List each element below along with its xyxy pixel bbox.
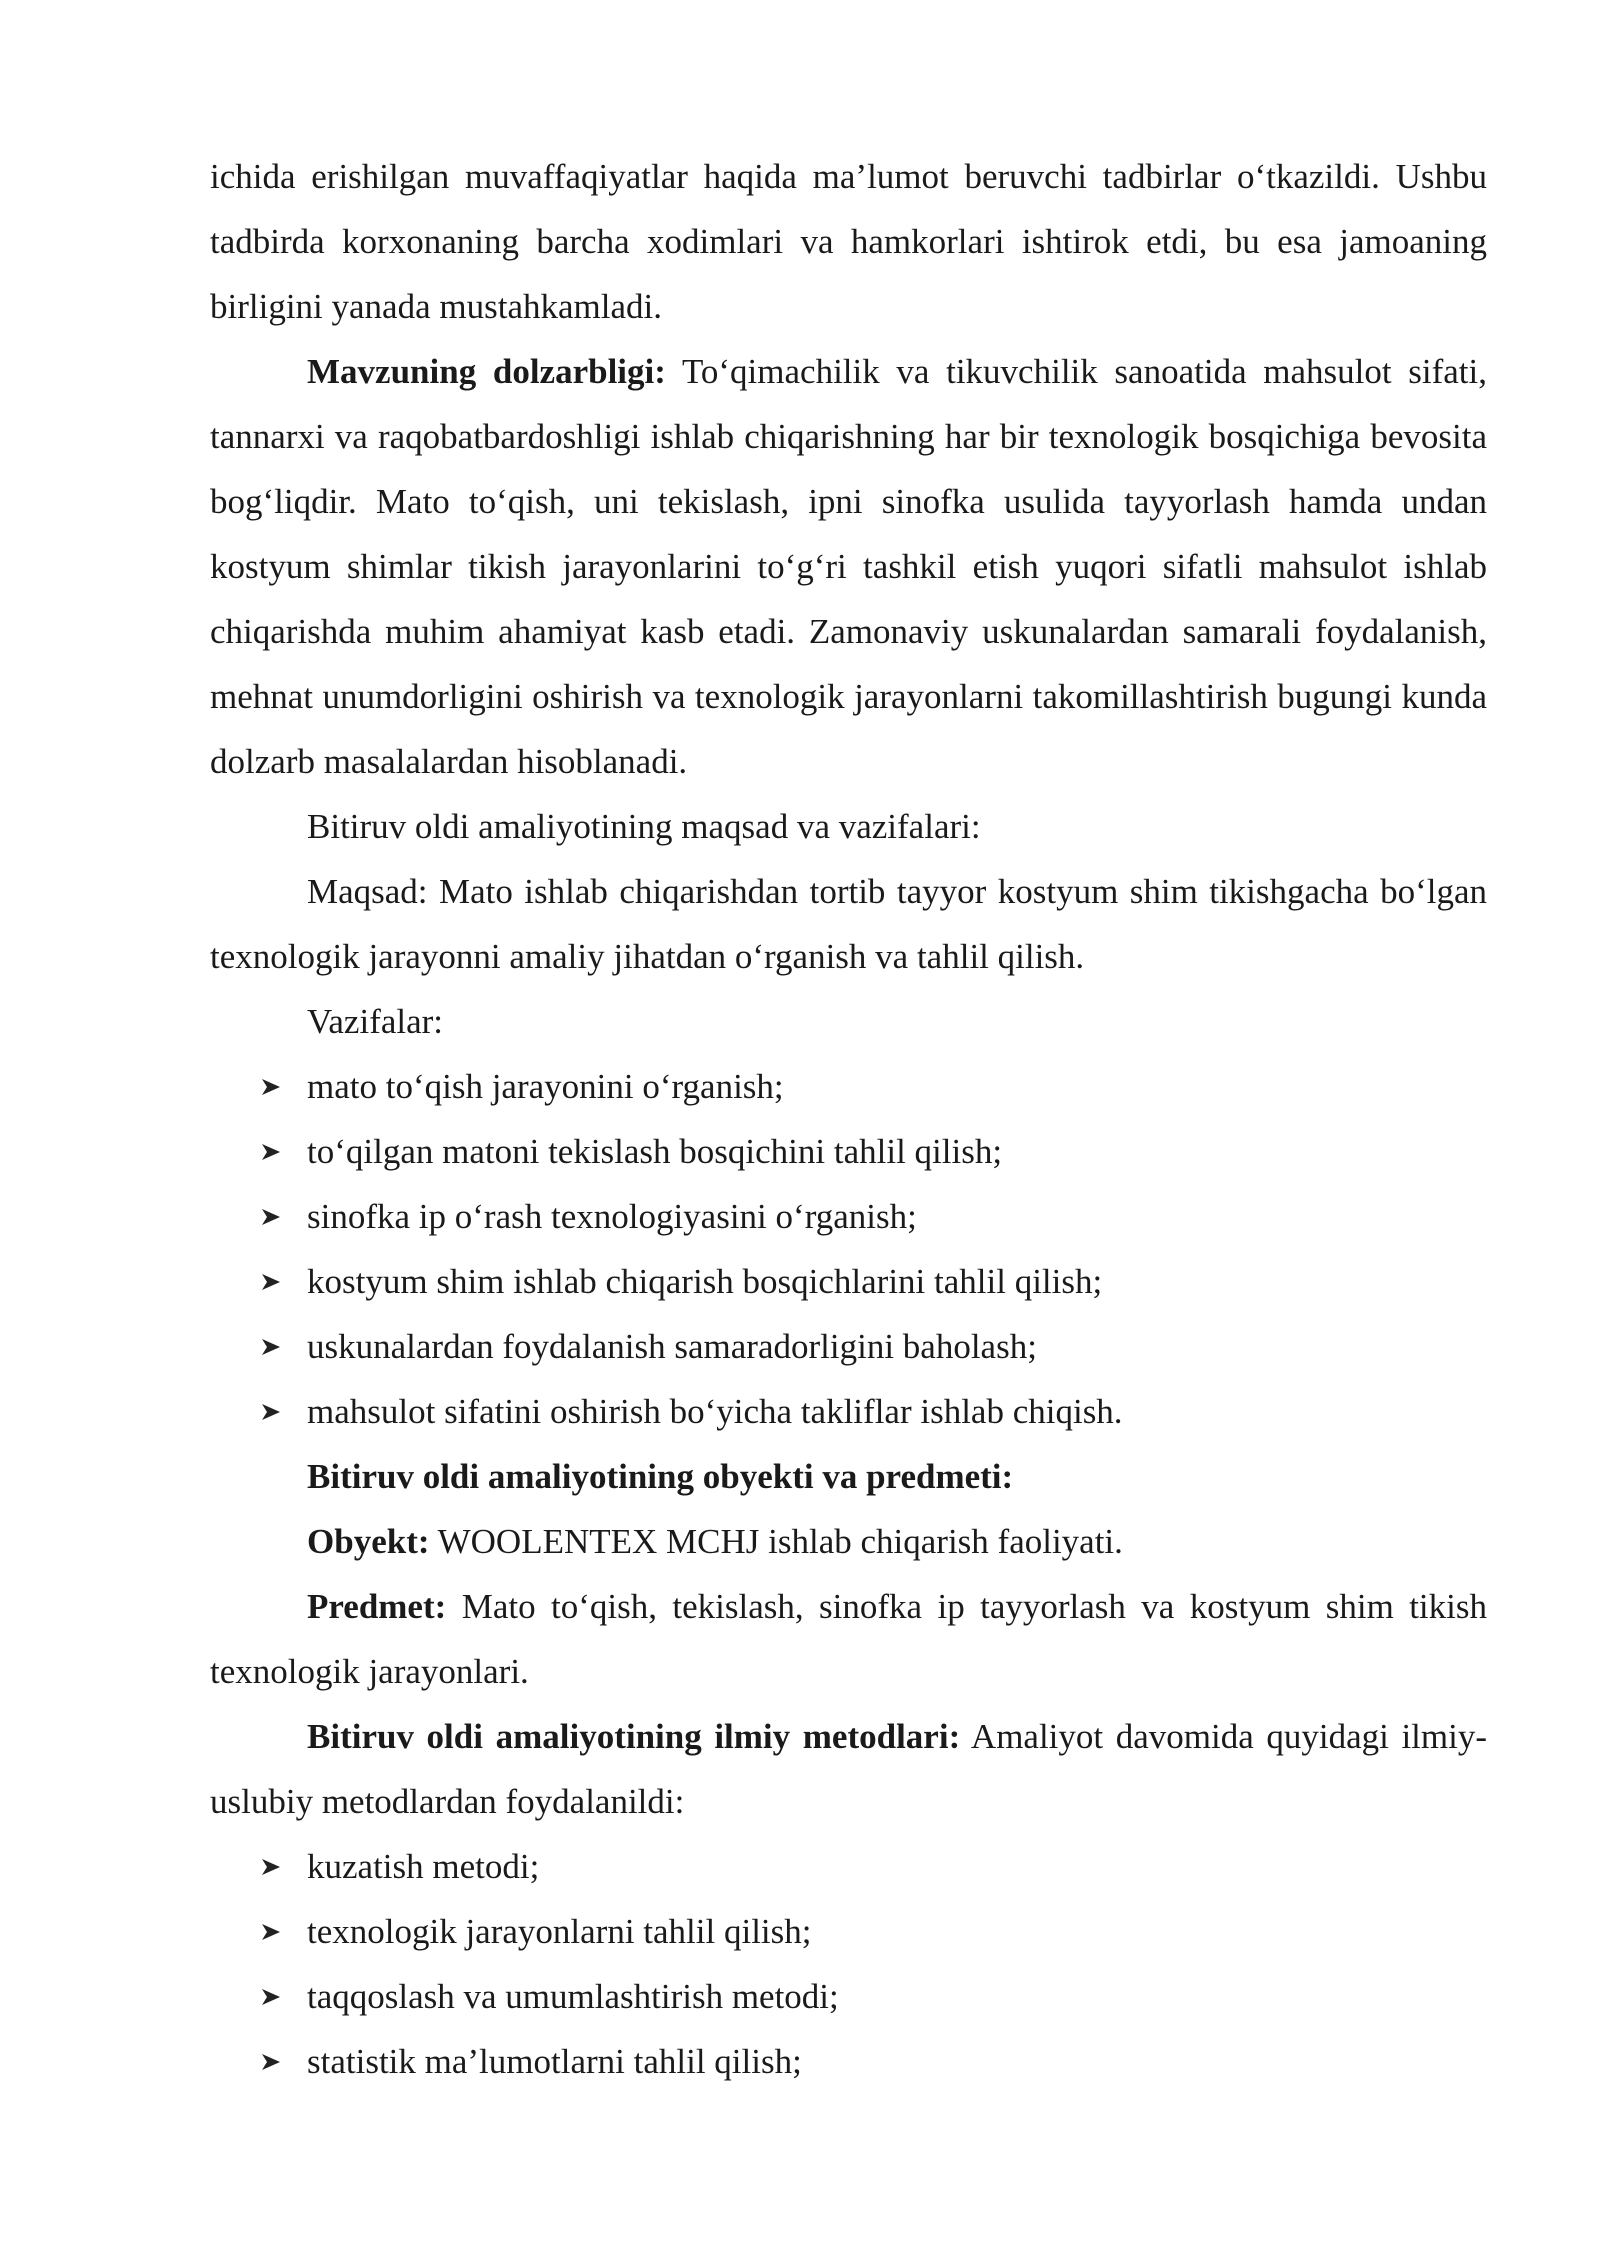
object-label: Obyekt: xyxy=(307,1522,430,1561)
goal-paragraph: Maqsad: Mato ishlab chiqarishdan tortib tayyor kostyum shim tikishgacha bo‘lgan texnologik jarayonni amaliy jihatdan o‘rganish va tahlil qilish. xyxy=(210,872,1487,976)
methods-paragraph xyxy=(210,1704,1487,1834)
subject-text: Mato to‘qish, tekislash, sinofka ip tayyorlash va kostyum shim tikish texnologik jarayonlari. xyxy=(210,1587,1487,1691)
list-item xyxy=(210,1899,1487,1964)
methods-label: Bitiruv oldi amaliyotining ilmiy metodlari: xyxy=(307,1717,961,1756)
list-item xyxy=(210,1119,1487,1184)
task-text: uskunalardan foydalanish samaradorligini baholash; xyxy=(307,1327,1037,1366)
relevance-text: To‘qimachilik va tikuvchilik sanoatida mahsulot sifati, tannarxi va raqobatbardoshligi ishlab chiqarishning har bir texnologik bosqichiga bevosita bog‘liqdir. Mato to‘qish, uni tekislash, ipni sinofka usulida tayyorlash hamda undan kostyum shimlar tikish jarayonlarini to‘g‘ri tashkil etish yuqori sifatli mahsulot ishlab chiqarishda muhim ahamiyat kasb etadi. Zamonaviy uskunalardan samarali foydalanish, mehnat unumdorligini oshirish va texnologik jarayonlarni takomillashtirish bugungi kunda dolzarb masalalardan hisoblanadi. xyxy=(210,352,1487,781)
list-item xyxy=(210,1834,1487,1899)
relevance-label: Mavzuning dolzarbligi: xyxy=(307,352,666,391)
list-item xyxy=(210,1249,1487,1314)
arrowhead-bullet-icon xyxy=(260,2051,282,2073)
object-text: WOOLENTEX MCHJ ishlab chiqarish faoliyati. xyxy=(429,1522,1123,1561)
document-page xyxy=(210,144,1487,2094)
methods-text: Amaliyot davomida quyidagi ilmiy-uslubiy metodlardan foydalanildi: xyxy=(210,1717,1488,1821)
goals-heading: Bitiruv oldi amaliyotining maqsad va vazifalari: xyxy=(307,807,981,846)
arrowhead-bullet-icon xyxy=(260,1856,282,1878)
list-item xyxy=(210,1184,1487,1249)
subject-label: Predmet: xyxy=(307,1587,447,1626)
object-paragraph xyxy=(210,1509,1487,1574)
task-text: mato to‘qish jarayonini o‘rganish; xyxy=(307,1067,784,1106)
task-text: to‘qilgan matoni tekislash bosqichini tahlil qilish; xyxy=(307,1132,1003,1171)
list-item xyxy=(210,1054,1487,1119)
arrowhead-bullet-icon xyxy=(260,1206,282,1228)
task-text: sinofka ip o‘rash texnologiyasini o‘rganish; xyxy=(307,1197,917,1236)
list-item xyxy=(210,1379,1487,1444)
arrowhead-bullet-icon xyxy=(260,1271,282,1293)
method-text: taqqoslash va umumlashtirish metodi; xyxy=(307,1977,839,2016)
arrowhead-bullet-icon xyxy=(260,1336,282,1358)
task-text: mahsulot sifatini oshirish bo‘yicha takliflar ishlab chiqish. xyxy=(307,1392,1123,1431)
tasks-heading: Vazifalar: xyxy=(307,1002,444,1041)
tasks-list xyxy=(210,1054,1487,1444)
intro-paragraph: ichida erishilgan muvaffaqiyatlar haqida ma’lumot beruvchi tadbirlar o‘tkazildi. Ushbu tadbirda korxonaning barcha xodimlari va hamkorlari ishtirok etdi, bu esa jamoaning birligini yanada mustahkamladi. xyxy=(210,157,1487,326)
task-text: kostyum shim ishlab chiqarish bosqichlarini tahlil qilish; xyxy=(307,1262,1103,1301)
method-text: statistik ma’lumotlarni tahlil qilish; xyxy=(307,2042,802,2081)
arrowhead-bullet-icon xyxy=(260,1141,282,1163)
list-item xyxy=(210,1964,1487,2029)
relevance-paragraph xyxy=(210,339,1487,794)
subject-paragraph xyxy=(210,1574,1487,1704)
list-item xyxy=(210,1314,1487,1379)
arrowhead-bullet-icon xyxy=(260,1401,282,1423)
arrowhead-bullet-icon xyxy=(260,1076,282,1098)
list-item xyxy=(210,2029,1487,2094)
method-text: kuzatish metodi; xyxy=(307,1847,540,1886)
arrowhead-bullet-icon xyxy=(260,1921,282,1943)
methods-list xyxy=(210,1834,1487,2094)
arrowhead-bullet-icon xyxy=(260,1986,282,2008)
object-heading: Bitiruv oldi amaliyotining obyekti va predmeti: xyxy=(307,1457,1014,1496)
method-text: texnologik jarayonlarni tahlil qilish; xyxy=(307,1912,812,1951)
